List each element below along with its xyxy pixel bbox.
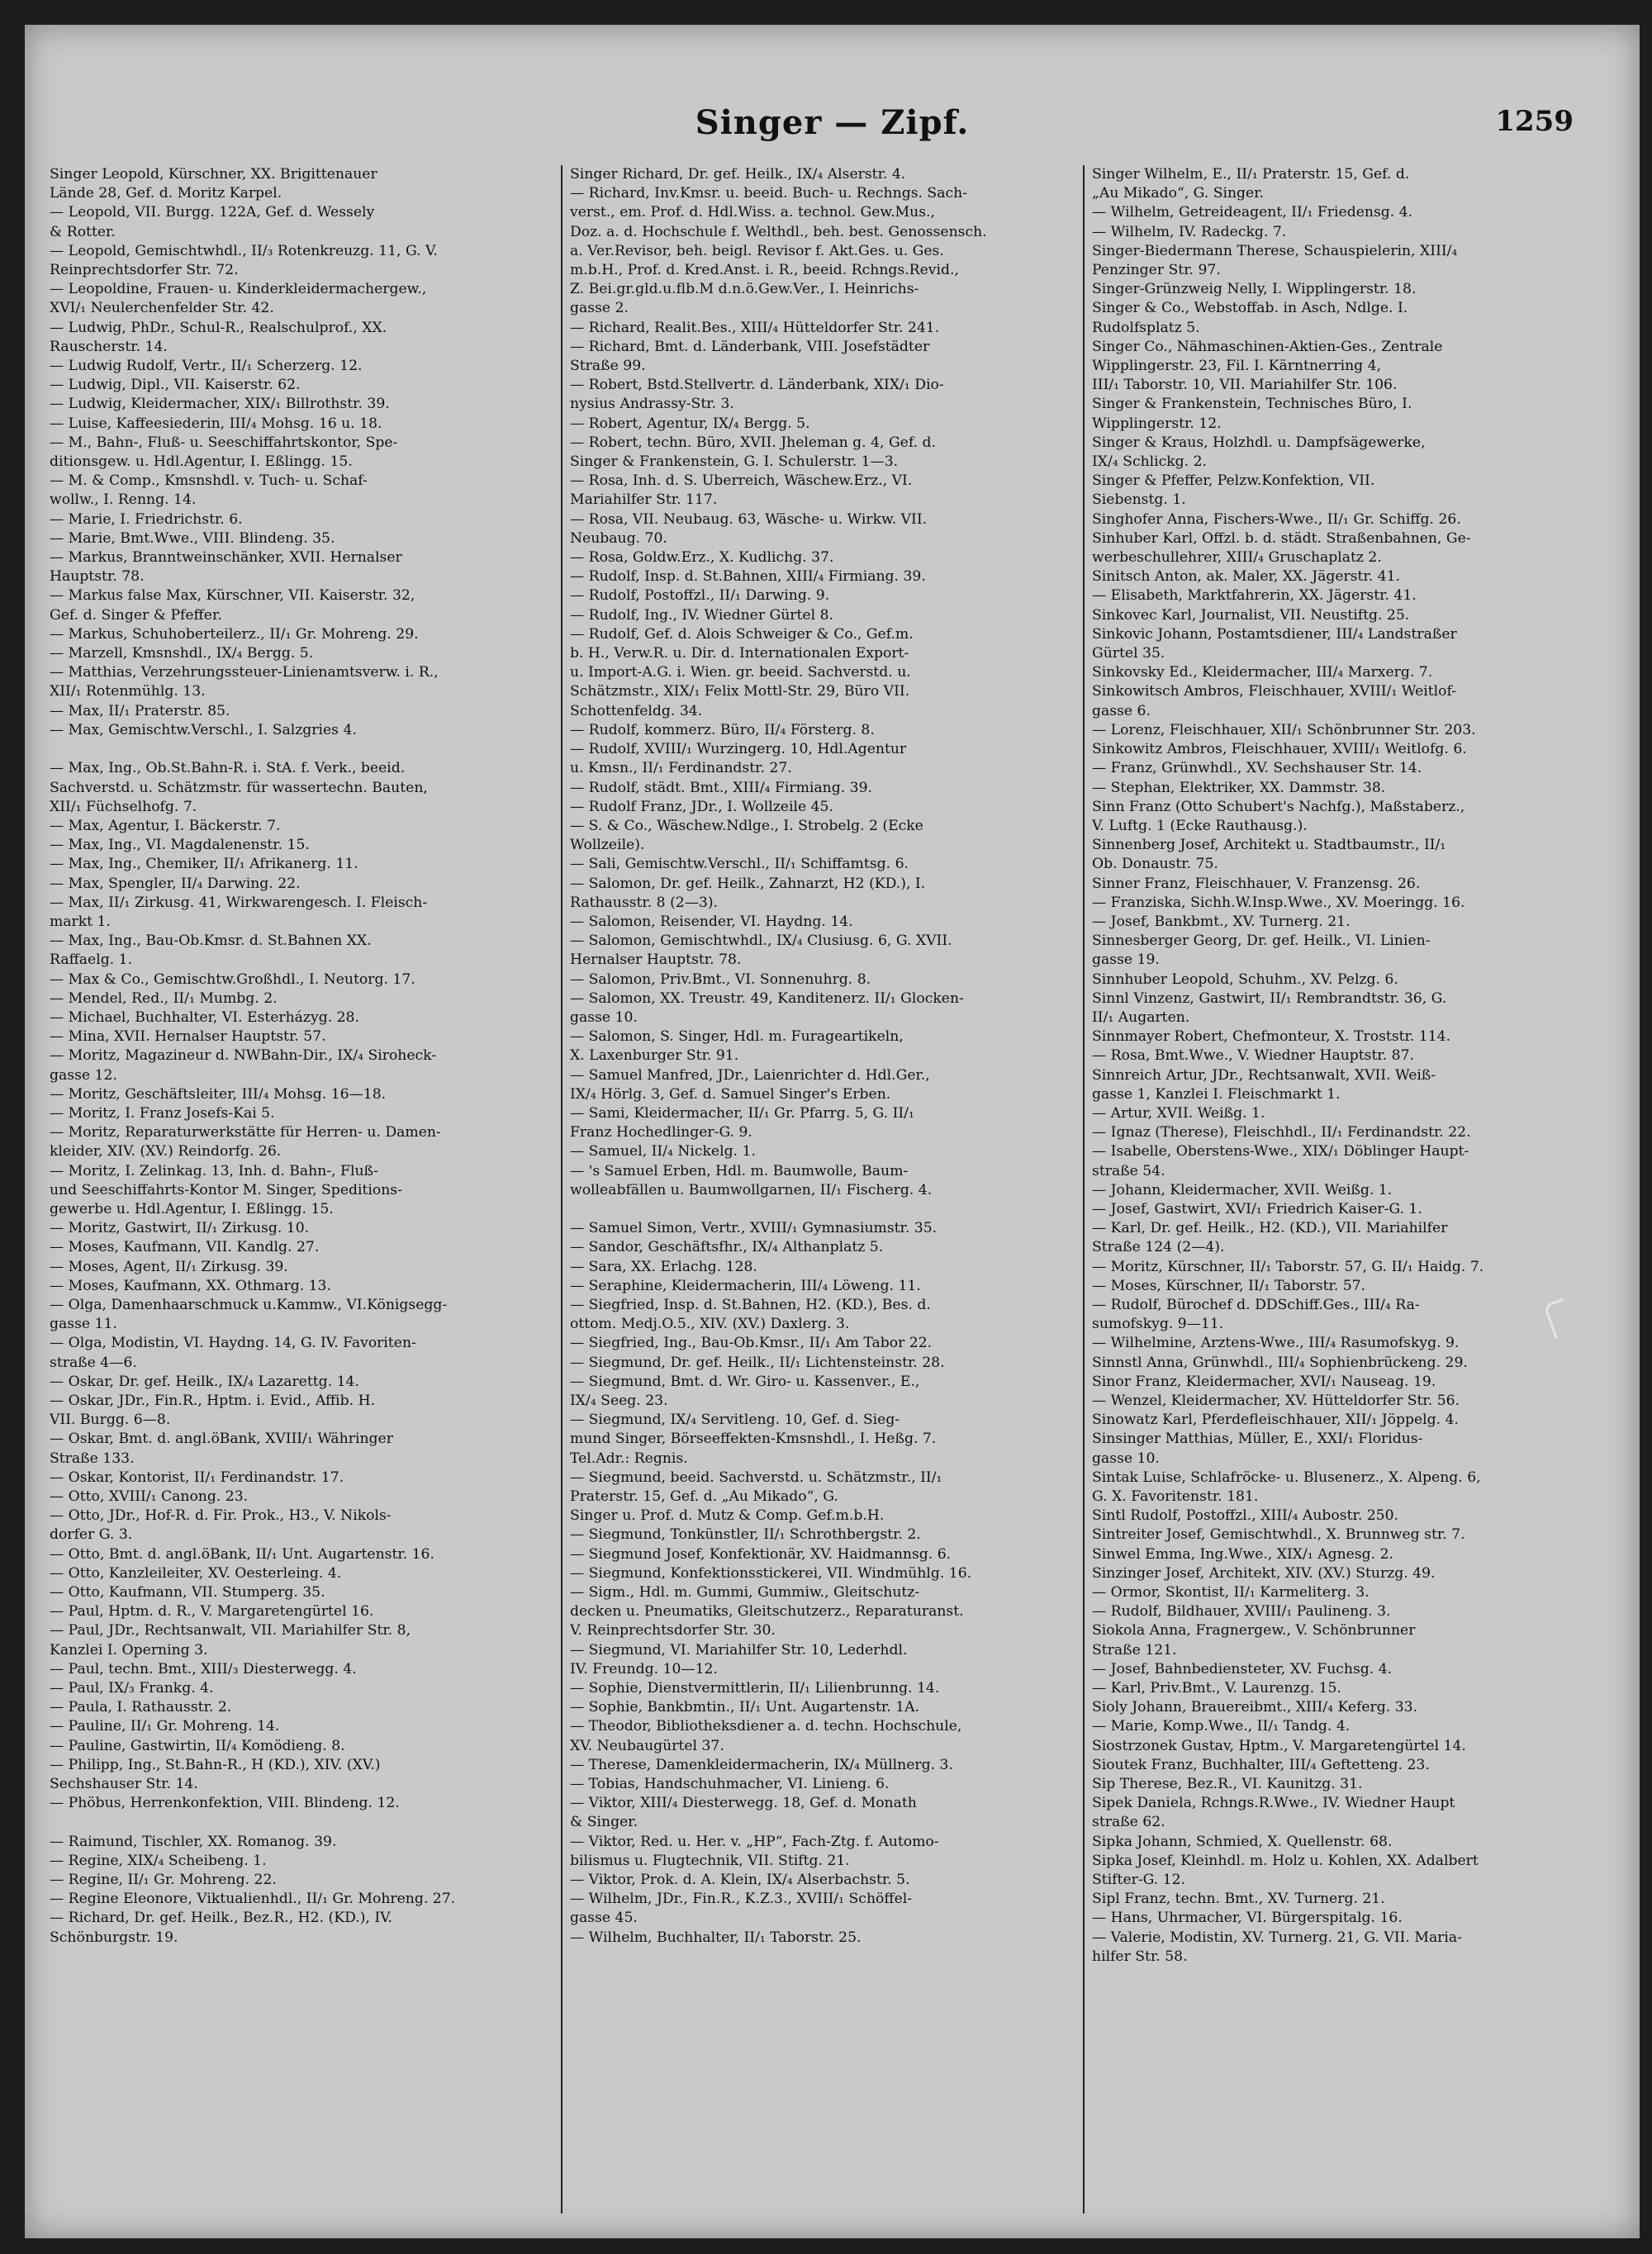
directory-entry-line: — Franziska, Sichh.W.Insp.Wwe., XV. Moeringg. 16. [1092,894,1465,911]
directory-entry-line: — Richard, Dr. gef. Heilk., Bez.R., H2. (KD.), IV. [50,1910,392,1927]
directory-entry-line: II/₁ Augarten. [1092,1008,1190,1026]
directory-entry-line: — Rudolf, Gef. d. Alois Schweiger & Co., Gef.m. [570,625,914,643]
directory-entry-line: Singer & Frankenstein, G. I. Schulerstr. 1—3. [570,453,899,471]
directory-entry-line: Siokola Anna, Fragnergew., V. Schönbrunner [1092,1622,1416,1639]
directory-entry-line: Rudolfsplatz 5. [1092,319,1200,336]
directory-entry-line: Singer u. Prof. d. Mutz & Comp. Gef.m.b.H. [570,1507,885,1525]
directory-entry-line: — Otto, JDr., Hof-R. d. Fir. Prok., H3., V. Nikols- [50,1507,392,1525]
directory-entry-line: Singer & Pfeffer, Pelzw.Konfektion, VII. [1092,472,1375,490]
directory-entry-line: — Rudolf Franz, JDr., I. Wollzeile 45. [570,798,833,815]
directory-entry-line: — Wilhelm, Buchhalter, II/₁ Taborstr. 25. [570,1929,862,1946]
directory-entry-line: — Leopoldine, Frauen- u. Kinderkleidermachergew., [50,281,427,298]
directory-entry-line: — Leopold, Gemischtwhdl., II/₃ Rotenkreuzg. 11, G. V. [50,242,438,259]
directory-entry-line: Singer Co., Nähmaschinen-Aktien-Ges., Zentrale [1092,338,1443,355]
directory-entry-line: — Moritz, Geschäftsleiter, III/₄ Mohsg. 16—18. [50,1085,387,1103]
column-left [50,165,553,2214]
directory-entry-line: gasse 1, Kanzlei I. Fleischmarkt 1. [1092,1085,1341,1103]
directory-entry-line: — Regine Eleonore, Viktualienhdl., II/₁ Gr. Mohreng. 27. [50,1891,456,1908]
directory-entry-line: — Rudolf, Ing., IV. Wiedner Gürtel 8. [570,606,833,624]
directory-entry-line: Sinnenberg Josef, Architekt u. Stadtbaumstr., II/₁ [1092,837,1446,854]
directory-entry-line: — Ludwig, Kleidermacher, XIX/₁ Billrothstr. 39. [50,396,390,413]
directory-entry-line: V. Reinprechtsdorfer Str. 30. [570,1622,776,1639]
directory-entry-line: Sinitsch Anton, ak. Maler, XX. Jägerstr. 41. [1092,568,1401,586]
directory-entry-line: — Richard, Bmt. d. Länderbank, VIII. Josefstädter [570,338,930,355]
directory-entry-line: — Salomon, XX. Treustr. 49, Kanditenerz. II/₁ Glocken- [570,989,964,1007]
directory-entry-line: — Richard, Realit.Bes., XIII/₄ Hütteldorfer Str. 241. [570,319,940,336]
directory-entry-line: — Mendel, Red., II/₁ Mumbg. 2. [50,989,278,1007]
directory-entry-line: — Therese, Damenkleidermacherin, IX/₄ Müllnerg. 3. [570,1756,953,1773]
directory-entry-line: — Rudolf, kommerz. Büro, II/₄ Försterg. 8. [570,721,875,738]
directory-entry-line: Sinnesberger Georg, Dr. gef. Heilk., VI. Linien- [1092,932,1431,950]
directory-entry-line: straße 62. [1092,1814,1165,1831]
directory-entry-line: — Lorenz, Fleischhauer, XII/₁ Schönbrunner Str. 203. [1092,721,1476,738]
directory-entry-line: — Oskar, Dr. gef. Heilk., IX/₄ Lazarettg. 14. [50,1373,359,1390]
directory-entry-line: — Moritz, Gastwirt, II/₁ Zirkusg. 10. [50,1220,310,1237]
directory-entry-line: — Wenzel, Kleidermacher, XV. Hütteldorfer Str. 56. [1092,1393,1460,1409]
directory-entry-line: Ob. Donaustr. 75. [1092,856,1218,873]
column-divider [1083,165,1085,2214]
directory-entry-line: Franz Hochedlinger-G. 9. [570,1124,752,1141]
directory-entry-line: sumofskyg. 9—11. [1092,1316,1224,1333]
directory-entry-line: — Isabelle, Oberstens-Wwe., XIX/₁ Döblinger Haupt- [1092,1143,1469,1160]
directory-entry-line: Schätzmstr., XIX/₁ Felix Mottl-Str. 29, Büro VII. [570,683,910,700]
directory-entry-line: straße 4—6. [50,1354,137,1371]
directory-entry-line: gasse 12. [50,1066,117,1084]
directory-entry-line: Hernalser Hauptstr. 78. [570,951,742,969]
directory-entry-line: Sintak Luise, Schlafröcke- u. Blusenerz., X. Alpeng. 6, [1092,1469,1481,1486]
directory-entry-line: „Au Mikado“, G. Singer. [1092,185,1265,202]
directory-entry-line: — Marie, Komp.Wwe., II/₁ Tandg. 4. [1092,1718,1351,1735]
directory-entry-line: Rathausstr. 8 (2—3). [570,894,719,911]
directory-entry-line: V. Luftg. 1 (Ecke Rauthausg.). [1092,817,1308,834]
directory-entry-line: — Max, Ing., Ob.St.Bahn-R. i. StA. f. Verk., beeid. [50,760,406,777]
directory-entry-line: IV. Freundg. 10—12. [570,1660,718,1677]
directory-entry-line: — Michael, Buchhalter, VI. Esterházyg. 28. [50,1008,359,1026]
directory-entry-line: X. Laxenburger Str. 91. [570,1047,739,1065]
directory-entry-line: Gürtel 35. [1092,645,1165,662]
column-divider [561,165,563,2214]
directory-entry-line: — Siegmund, Dr. gef. Heilk., II/₁ Lichtensteinstr. 28. [570,1354,945,1371]
directory-entry-line: — Siegmund, IX/₄ Servitleng. 10, Gef. d. Sieg- [570,1412,900,1429]
directory-entry-line: — Moritz, I. Zelinkag. 13, Inh. d. Bahn-, Fluß- [50,1162,378,1179]
directory-entry-line: hilfer Str. 58. [1092,1948,1188,1965]
directory-entry-line: Sinkovic Johann, Postamtsdiener, III/₄ Landstraßer [1092,625,1457,643]
directory-entry-line: b. H., Verw.R. u. Dir. d. Internationalen Export- [570,645,909,662]
directory-entry-line: Sinkowitsch Ambros, Fleischhauer, XVIII/₁ Weitlof- [1092,683,1457,700]
directory-entry-line: — Pauline, Gastwirtin, II/₄ Komödieng. 8. [50,1737,345,1754]
directory-entry-line: — Sara, XX. Erlachg. 128. [570,1258,757,1275]
directory-entry-line: Straße 133. [50,1450,135,1467]
directory-entry-line: — Rosa, Inh. d. S. Uberreich, Wäschew.Erz., VI. [570,472,913,490]
directory-entry-line: G. X. Favoritenstr. 181. [1092,1488,1259,1506]
directory-entry-line: Sechshauser Str. 14. [50,1776,198,1793]
directory-entry-line: — Viktor, Prok. d. A. Klein, IX/₄ Alserbachstr. 5. [570,1872,910,1889]
directory-entry-line: — 's Samuel Erben, Hdl. m. Baumwolle, Baum- [570,1162,909,1179]
directory-entry-line: ottom. Medj.O.5., XIV. (XV.) Daxlerg. 3. [570,1316,850,1333]
directory-entry-line: — Robert, techn. Büro, XVII. Jheleman g. 4, Gef. d. [570,434,936,451]
directory-entry-line: — Sandor, Geschäftsfhr., IX/₄ Althanplatz 5. [570,1239,884,1256]
directory-entry-line: — Max, Ing., Chemiker, II/₁ Afrikanerg. 11. [50,856,358,873]
directory-entry-line: Rauscherstr. 14. [50,338,168,355]
directory-entry-line: Sinzinger Josef, Architekt, XIV. (XV.) Sturzg. 49. [1092,1564,1436,1582]
directory-entry-line: — Robert, Bstd.Stellvertr. d. Länderbank, XIX/₁ Dio- [570,377,944,394]
directory-entry-line: — Josef, Gastwirt, XVI/₁ Friedrich Kaiser-G. 1. [1092,1200,1422,1217]
directory-entry-line: — Moritz, I. Franz Josefs-Kai 5. [50,1104,275,1122]
directory-entry-line [50,1813,553,1832]
directory-entry-line: — Salomon, S. Singer, Hdl. m. Furageartikeln, [570,1028,904,1046]
directory-entry-line: Sipl Franz, techn. Bmt., XV. Turnerg. 21. [1092,1891,1385,1908]
directory-entry-line: — Max, II/₁ Zirkusg. 41, Wirkwarengesch. I. Fleisch- [50,894,428,911]
directory-entry-line: nysius Andrassy-Str. 3. [570,396,734,413]
directory-entry-line: Sioly Johann, Brauereibmt., XIII/₄ Keferg. 33. [1092,1699,1418,1716]
directory-entry-line: — Moses, Agent, II/₁ Zirkusg. 39. [50,1258,288,1275]
directory-entry-line: — Ludwig, PhDr., Schul-R., Realschulprof., XX. [50,319,387,336]
directory-entry-line: Sinowatz Karl, Pferdefleischhauer, XII/₁ Jöppelg. 4. [1092,1412,1459,1429]
directory-entry-line: Singer-Biedermann Therese, Schauspielerin, XIII/₄ [1092,242,1458,259]
directory-entry-line: — Salomon, Dr. gef. Heilk., Zahnarzt, H2 (KD.), I. [570,875,926,892]
directory-entry-line: Sipek Daniela, Rchngs.R.Wwe., IV. Wiedner Haupt [1092,1795,1455,1812]
directory-entry-line: — Paul, IX/₃ Frankg. 4. [50,1680,214,1697]
directory-entry-line: — Wilhelmine, Arztens-Wwe., III/₄ Rasumofskyg. 9. [1092,1335,1460,1352]
directory-entry-line: — Markus, Schuhoberteilerz., II/₁ Gr. Mohreng. 29. [50,625,419,643]
directory-entry-line: — Markus, Branntweinschänker, XVII. Hernalser [50,549,402,567]
directory-entry-line: — Johann, Kleidermacher, XVII. Weißg. 1. [1092,1181,1393,1198]
directory-entry-line: Sinnmayer Robert, Chefmonteur, X. Troststr. 114. [1092,1028,1451,1046]
directory-entry-line: — Wilhelm, IV. Radeckg. 7. [1092,223,1287,240]
directory-entry-line [50,740,553,759]
directory-entry-line: Tel.Adr.: Regnis. [570,1450,688,1467]
directory-entry-line: Straße 121. [1092,1641,1177,1658]
directory-entry-line: XV. Neubaugürtel 37. [570,1737,724,1754]
directory-entry-line: III/₁ Taborstr. 10, VII. Mariahilfer Str. 106. [1092,377,1398,394]
directory-entry-line: — Paul, techn. Bmt., XIII/₃ Diesterwegg. 4. [50,1660,357,1677]
directory-entry-line: — Franz, Grünwhdl., XV. Sechshauser Str. 14. [1092,760,1422,777]
directory-entry-line: dorfer G. 3. [50,1526,133,1544]
directory-entry-line: VII. Burgg. 6—8. [50,1412,171,1429]
directory-entry-line: Singer-Grünzweig Nelly, I. Wipplingerstr. 18. [1092,281,1417,298]
directory-entry-line: werbeschullehrer, XIII/₄ Gruschaplatz 2. [1092,549,1382,567]
directory-entry-line: decken u. Pneumatiks, Gleitschutzerz., Reparaturanst. [570,1603,964,1621]
directory-entry-line: — Wilhelm, JDr., Fin.R., K.Z.3., XVIII/₁ Schöffel- [570,1891,913,1908]
directory-entry-line: — Salomon, Priv.Bmt., VI. Sonnenuhrg. 8. [570,970,871,988]
directory-entry-line: gasse 11. [50,1316,117,1333]
directory-entry-line: — Hans, Uhrmacher, VI. Bürgerspitalg. 16. [1092,1910,1403,1927]
directory-entry-line: — Rudolf, Bürochef d. DDSchiff.Ges., III/₄ Ra- [1092,1296,1420,1313]
directory-entry-line: — Viktor, Red. u. Her. v. „HP“, Fach-Ztg. f. Automo- [570,1833,939,1850]
directory-entry-line: Hauptstr. 78. [50,568,145,586]
directory-entry-line: — Sigm., Hdl. m. Gummi, Gummiw., Gleitschutz- [570,1584,920,1602]
directory-entry-line: bilismus u. Flugtechnik, VII. Stiftg. 21. [570,1852,850,1869]
directory-entry-line: — Luise, Kaffeesiederin, III/₄ Mohsg. 16 u. 18. [50,415,382,432]
directory-entry-line: Sintl Rudolf, Postoffzl., XIII/₄ Aubostr. 250. [1092,1507,1399,1525]
directory-entry-line: — Markus false Max, Kürschner, VII. Kaiserstr. 32, [50,587,415,605]
directory-entry-line: gasse 45. [570,1910,638,1927]
directory-entry-line: XII/₁ Rotenmühlg. 13. [50,683,206,700]
directory-entry-line: — Siegmund Josef, Konfektionär, XV. Haidmannsg. 6. [570,1545,952,1563]
directory-entry-line: — Siegmund, Tonkünstler, II/₁ Schrothbergstr. 2. [570,1526,921,1544]
directory-entry-line: — Valerie, Modistin, XV. Turnerg. 21, G. VII. Maria- [1092,1929,1462,1946]
directory-entry-line: — Samuel Simon, Vertr., XVIII/₁ Gymnasiumstr. 35. [570,1220,938,1237]
directory-entry-line: — Rudolf, XVIII/₁ Wurzingerg. 10, Hdl.Agentur [570,741,907,758]
directory-entry-line: — Marie, I. Friedrichstr. 6. [50,510,243,528]
directory-entry-line: Kanzlei I. Operning 3. [50,1641,208,1658]
column-right [1092,165,1596,2214]
directory-entry-line: Sinn Franz (Otto Schubert's Nachfg.), Maßstaberz., [1092,798,1465,815]
directory-entry-line: Raffaelg. 1. [50,951,133,969]
directory-entry-line: — Regine, II/₁ Gr. Mohreng. 22. [50,1872,277,1889]
directory-entry-line: XVI/₁ Neulerchenfelder Str. 42. [50,300,274,317]
directory-entry-line: — Paul, JDr., Rechtsanwalt, VII. Mariahilfer Str. 8, [50,1622,411,1639]
directory-entry-line: — Otto, Kanzleileiter, XV. Oesterleing. 4. [50,1564,342,1582]
directory-entry-line: — Siegfried, Insp. d. St.Bahnen, H2. (KD.), Bes. d. [570,1296,931,1313]
directory-entry-line: — Oskar, Bmt. d. angl.öBank, XVIII/₁ Währinger [50,1431,393,1448]
directory-entry-line: Sinsinger Matthias, Müller, E., XXI/₁ Floridus- [1092,1431,1423,1448]
directory-entry-line: — Siegmund, beeid. Sachverstd. u. Schätzmstr., II/₁ [570,1469,942,1486]
directory-entry-line: Schönburgstr. 19. [50,1929,178,1946]
directory-entry-line: Sinhuber Karl, Offzl. b. d. städt. Straßenbahnen, Ge- [1092,529,1471,547]
directory-entry-line: Sinner Franz, Fleischhauer, V. Franzensg. 26. [1092,875,1421,892]
directory-entry-line: — Max, Agentur, I. Bäckerstr. 7. [50,817,281,834]
directory-entry-line: Sinnstl Anna, Grünwhdl., III/₄ Sophienbrückeng. 29. [1092,1354,1468,1371]
directory-entry-line: Wipplingerstr. 23, Fil. I. Kärntnerring 4, [1092,358,1382,375]
directory-entry-line: Lände 28, Gef. d. Moritz Karpel. [50,185,282,202]
directory-entry-line: Gef. d. Singer & Pfeffer. [50,606,222,624]
directory-entry-line: Straße 124 (2—4). [1092,1239,1225,1256]
directory-entry-line: XII/₁ Füchselhofg. 7. [50,798,197,815]
directory-entry-line: — Raimund, Tischler, XX. Romanog. 39. [50,1833,337,1850]
directory-entry-line: — Elisabeth, Marktfahrerin, XX. Jägerstr. 41. [1092,587,1417,605]
directory-entry-line: — Sali, Gemischtw.Verschl., II/₁ Schiffamtsg. 6. [570,856,909,873]
directory-entry-line: — Marzell, Kmsnshdl., IX/₄ Bergg. 5. [50,645,314,662]
directory-entry-line: gasse 2. [570,300,629,317]
directory-entry-line: — Otto, Bmt. d. angl.öBank, II/₁ Unt. Augartenstr. 16. [50,1545,434,1563]
directory-entry-line: — Max, Gemischtw.Verschl., I. Salzgries 4. [50,721,357,738]
directory-entry-line: — Moses, Kürschner, II/₁ Taborstr. 57. [1092,1277,1366,1294]
directory-entry-line: Siostrzonek Gustav, Hptm., V. Margaretengürtel 14. [1092,1737,1466,1754]
directory-entry-line: — Philipp, Ing., St.Bahn-R., H (KD.), XIV. (XV.) [50,1756,381,1773]
directory-entry-line: — Karl, Priv.Bmt., V. Laurenzg. 15. [1092,1680,1341,1697]
directory-entry-line: — Samuel Manfred, JDr., Laienrichter d. Hdl.Ger., [570,1066,930,1084]
directory-entry-line: u. Import-A.G. i. Wien. gr. beeid. Sachverstd. u. [570,664,911,681]
directory-entry-line: — Mina, XVII. Hernalser Hauptstr. 57. [50,1028,326,1046]
directory-page [25,25,1640,2238]
directory-entry-line: m.b.H., Prof. d. Kred.Anst. i. R., beeid. Rchngs.Revid., [570,262,959,279]
directory-entry-line: — Moses, Kaufmann, VII. Kandlg. 27. [50,1239,320,1256]
directory-entry-line: Wollzeile). [570,837,645,854]
directory-entry-line: Sinkovsky Ed., Kleidermacher, III/₄ Marxerg. 7. [1092,664,1433,681]
directory-entry-line: Singer & Kraus, Holzhdl. u. Dampfsägewerke, [1092,434,1426,451]
directory-entry-line: — Viktor, XIII/₄ Diesterwegg. 18, Gef. d. Monath [570,1795,917,1812]
directory-entry-line: — Ludwig Rudolf, Vertr., II/₁ Scherzerg. 12. [50,358,363,375]
directory-entry-line: Sipka Josef, Kleinhdl. m. Holz u. Kohlen, XX. Adalbert [1092,1852,1479,1869]
directory-entry-line: — Sami, Kleidermacher, II/₁ Gr. Pfarrg. 5, G. II/₁ [570,1104,914,1122]
directory-entry-line: — Salomon, Gemischtwhdl., IX/₄ Clusiusg. 6, G. XVII. [570,932,952,950]
directory-entry-line: — Siegmund, VI. Mariahilfer Str. 10, Lederhdl. [570,1641,908,1658]
directory-entry-line: Doz. a. d. Hochschule f. Welthdl., beh. best. Genossensch. [570,223,987,240]
directory-entry-line: — Seraphine, Kleidermacherin, III/₄ Löweng. 11. [570,1277,921,1294]
directory-entry-line: Sinnl Vinzenz, Gastwirt, II/₁ Rembrandtstr. 36, G. [1092,989,1447,1007]
directory-entry-line: Siebenstg. 1. [1092,491,1186,509]
directory-entry-line: IX/₄ Seeg. 23. [570,1393,668,1409]
directory-entry-line: — M., Bahn-, Fluß- u. Seeschiffahrtskontor, Spe- [50,434,398,451]
directory-entry-line: Sipka Johann, Schmied, X. Quellenstr. 68. [1092,1833,1393,1850]
directory-entry-line: Mariahilfer Str. 117. [570,491,718,509]
directory-entry-line: a. Ver.Revisor, beh. beigl. Revisor f. Akt.Ges. u. Ges. [570,242,944,259]
directory-entry-line: Singer Wilhelm, E., II/₁ Praterstr. 15, Gef. d. [1092,166,1410,183]
directory-entry-line: — Moritz, Reparaturwerkstätte für Herren- u. Damen- [50,1124,441,1141]
directory-entry-line: Sinkowitz Ambros, Fleischhauer, XVIII/₁ Weitlofg. 6. [1092,741,1467,758]
directory-entry-line: Singhofer Anna, Fischers-Wwe., II/₁ Gr. Schiffg. 26. [1092,510,1461,528]
directory-entry-line: — Matthias, Verzehrungssteuer-Linienamtsverw. i. R., [50,664,439,681]
page-title: Singer — Zipf. [695,103,970,142]
directory-entry-line: — Wilhelm, Getreideagent, II/₁ Friedensg. 4. [1092,204,1413,221]
directory-entry-line: — Rudolf, Postoffzl., II/₁ Darwing. 9. [570,587,830,605]
directory-entry-line: Sinwel Emma, Ing.Wwe., XIX/₁ Agnesg. 2. [1092,1545,1393,1563]
directory-entry-line: — Theodor, Bibliotheksdiener a. d. techn. Hochschule, [570,1718,962,1735]
directory-entry-line: — Siegfried, Ing., Bau-Ob.Kmsr., II/₁ Am Tabor 22. [570,1335,933,1352]
directory-entry-line: — Pauline, II/₁ Gr. Mohreng. 14. [50,1718,280,1735]
directory-entry-line: Singer Leopold, Kürschner, XX. Brigittenauer [50,166,377,183]
directory-entry-line: Stifter-G. 12. [1092,1872,1186,1889]
directory-entry-line: — S. & Co., Wäschew.Ndlge., I. Strobelg. 2 (Ecke [570,817,923,834]
directory-entry-line: Sinkovec Karl, Journalist, VII. Neustiftg. 25. [1092,606,1410,624]
directory-entry-line: Wipplingerstr. 12. [1092,415,1222,432]
directory-entry-line: — Samuel, II/₄ Nickelg. 1. [570,1143,756,1160]
directory-entry-line: Praterstr. 15, Gef. d. „Au Mikado“, G. [570,1488,838,1506]
directory-entry-line: verst., em. Prof. d. Hdl.Wiss. a. technol. Gew.Mus., [570,204,935,221]
directory-entry-line: — Max, Ing., Bau-Ob.Kmsr. d. St.Bahnen XX. [50,932,372,950]
directory-entry-line: — Regine, XIX/₄ Scheibeng. 1. [50,1852,267,1869]
directory-entry-line: mund Singer, Börseeffekten-Kmsnshdl., I. Heßg. 7. [570,1431,937,1448]
directory-entry-line: — Rudolf, städt. Bmt., XIII/₄ Firmiang. 39. [570,779,872,796]
directory-entry-line: — Moritz, Kürschner, II/₁ Taborstr. 57, G. II/₁ Haidg. 7. [1092,1258,1484,1275]
directory-entry-line: — Rosa, VII. Neubaug. 63, Wäsche- u. Wirkw. VII. [570,510,928,528]
directory-entry-line: — Karl, Dr. gef. Heilk., H2. (KD.), VII. Mariahilfer [1092,1220,1448,1237]
directory-entry-line: — Ignaz (Therese), Fleischhdl., II/₁ Ferdinandstr. 22. [1092,1124,1471,1141]
directory-entry-line: u. Kmsn., II/₁ Ferdinandstr. 27. [570,760,792,777]
directory-entry-line: & Singer. [570,1814,638,1831]
directory-entry-line: Singer Richard, Dr. gef. Heilk., IX/₄ Alserstr. 4. [570,166,906,183]
directory-entry-line: IX/₄ Schlickg. 2. [1092,453,1208,471]
directory-entry-line: — Ormor, Skontist, II/₁ Karmeliterg. 3. [1092,1584,1370,1602]
directory-entry-line: Sioutek Franz, Buchhalter, III/₄ Geftetteng. 23. [1092,1756,1430,1773]
directory-entry-line: — Olga, Modistin, VI. Haydng. 14, G. IV. Favoriten- [50,1335,416,1352]
directory-entry-line: — Olga, Damenhaarschmuck u.Kammw., VI.Königsegg- [50,1296,448,1313]
directory-entry-line: — Josef, Bahnbediensteter, XV. Fuchsg. 4. [1092,1660,1393,1677]
directory-entry-line: — Moritz, Magazineur d. NWBahn-Dir., IX/₄ Siroheck- [50,1047,437,1065]
directory-entry-line: — Richard, Inv.Kmsr. u. beeid. Buch- u. Rechngs. Sach- [570,185,967,202]
directory-entry-line: — Max, Ing., VI. Magdalenenstr. 15. [50,837,310,854]
running-head [25,103,1640,153]
column-middle [570,165,1074,2214]
directory-entry-line: Sip Therese, Bez.R., VI. Kaunitzg. 31. [1092,1776,1363,1793]
directory-entry-line: — Artur, XVII. Weißg. 1. [1092,1104,1265,1122]
directory-entry-line: gasse 10. [570,1008,638,1026]
directory-columns [50,165,1602,2214]
directory-entry-line: Sintreiter Josef, Gemischtwhdl., X. Brunnweg str. 7. [1092,1526,1465,1544]
directory-entry-line: — Siegmund, Bmt. d. Wr. Giro- u. Kassenver., E., [570,1373,920,1390]
directory-entry-line: Singer & Frankenstein, Technisches Büro, I. [1092,396,1412,413]
directory-entry-line: ditionsgew. u. Hdl.Agentur, I. Eßlingg. 15. [50,453,353,471]
directory-entry-line: — Rosa, Bmt.Wwe., V. Wiedner Hauptstr. 87. [1092,1047,1414,1065]
directory-entry-line: — Otto, Kaufmann, VII. Stumperg. 35. [50,1584,325,1602]
directory-entry-line: gasse 10. [1092,1450,1160,1467]
directory-entry-line: — Rudolf, Bildhauer, XVIII/₁ Paulineng. 3. [1092,1603,1391,1621]
directory-entry-line [570,1200,1074,1219]
directory-entry-line: — Leopold, VII. Burgg. 122A, Gef. d. Wessely [50,204,375,221]
directory-entry-line: — Stephan, Elektriker, XX. Dammstr. 38. [1092,779,1386,796]
directory-entry-line: Penzinger Str. 97. [1092,262,1221,279]
directory-entry-line: & Rotter. [50,223,116,240]
directory-entry-line: — M. & Comp., Kmsnshdl. v. Tuch- u. Schaf- [50,472,368,490]
directory-entry-line: Z. Bei.gr.gld.u.flb.M d.n.ö.Gew.Ver., I. Heinrichs- [570,281,919,298]
directory-entry-line: Sachverstd. u. Schätzmstr. für wassertechn. Bauten, [50,779,428,796]
directory-entry-line: Sinnreich Artur, JDr., Rechtsanwalt, XVII. Weiß- [1092,1066,1436,1084]
directory-entry-line: — Sophie, Dienstvermittlerin, II/₁ Lilienbrunng. 14. [570,1680,940,1697]
directory-entry-line: Straße 99. [570,358,646,375]
directory-entry-line: kleider, XIV. (XV.) Reindorfg. 26. [50,1143,282,1160]
directory-entry-line: — Max & Co., Gemischtw.Großhdl., I. Neutorg. 17. [50,970,415,988]
directory-entry-line: gasse 6. [1092,702,1151,719]
directory-entry-line: wolleabfällen u. Baumwollgarnen, II/₁ Fischerg. 4. [570,1181,933,1198]
directory-entry-line: und Seeschiffahrts-Kontor M. Singer, Speditions- [50,1181,402,1198]
directory-entry-line: Sinnhuber Leopold, Schuhm., XV. Pelzg. 6. [1092,970,1398,988]
directory-entry-line: — Moses, Kaufmann, XX. Othmarg. 13. [50,1277,331,1294]
directory-entry-line: gewerbe u. Hdl.Agentur, I. Eßlingg. 15. [50,1200,334,1217]
directory-entry-line: — Max, II/₁ Praterstr. 85. [50,702,230,719]
page-number: 1259 [1495,105,1574,138]
directory-entry-line: wollw., I. Renng. 14. [50,491,197,509]
directory-entry-line: Schottenfeldg. 34. [570,702,703,719]
directory-entry-line: — Ludwig, Dipl., VII. Kaiserstr. 62. [50,377,301,394]
directory-entry-line: — Rudolf, Insp. d. St.Bahnen, XIII/₄ Firmiang. 39. [570,568,926,586]
directory-entry-line: Neubaug. 70. [570,529,667,547]
directory-entry-line: — Rosa, Goldw.Erz., X. Kudlichg. 37. [570,549,834,567]
directory-entry-line: — Josef, Bankbmt., XV. Turnerg. 21. [1092,913,1351,930]
directory-entry-line: — Salomon, Reisender, VI. Haydng. 14. [570,913,853,930]
directory-entry-line: straße 54. [1092,1162,1165,1179]
directory-entry-line: Reinprechtsdorfer Str. 72. [50,262,239,279]
directory-entry-line: — Phöbus, Herrenkonfektion, VIII. Blindeng. 12. [50,1795,400,1812]
directory-entry-line: Sinor Franz, Kleidermacher, XVI/₁ Nauseag. 19. [1092,1373,1436,1390]
directory-entry-line: — Tobias, Handschuhmacher, VI. Linieng. 6. [570,1776,890,1793]
directory-entry-line: — Sophie, Bankbmtin., II/₁ Unt. Augartenstr. 1A. [570,1699,919,1716]
directory-entry-line: — Marie, Bmt.Wwe., VIII. Blindeng. 35. [50,529,335,547]
directory-entry-line: IX/₄ Hörlg. 3, Gef. d. Samuel Singer's Erben. [570,1085,891,1103]
directory-entry-line: — Max, Spengler, II/₄ Darwing. 22. [50,875,301,892]
directory-entry-line: — Robert, Agentur, IX/₄ Bergg. 5. [570,415,810,432]
directory-entry-line: — Oskar, JDr., Fin.R., Hptm. i. Evid., Affib. H. [50,1393,376,1409]
directory-entry-line: — Oskar, Kontorist, II/₁ Ferdinandstr. 17. [50,1469,344,1486]
directory-entry-line: gasse 19. [1092,951,1160,969]
directory-entry-line: — Siegmund, Konfektionsstickerei, VII. Windmühlg. 16. [570,1564,972,1582]
directory-entry-line: Singer & Co., Webstoffab. in Asch, Ndlge. I. [1092,300,1408,317]
directory-entry-line: — Paul, Hptm. d. R., V. Margaretengürtel 16. [50,1603,374,1621]
directory-entry-line: markt 1. [50,913,111,930]
directory-entry-line: — Paula, I. Rathausstr. 2. [50,1699,232,1716]
directory-entry-line: — Otto, XVIII/₁ Canong. 23. [50,1488,249,1506]
